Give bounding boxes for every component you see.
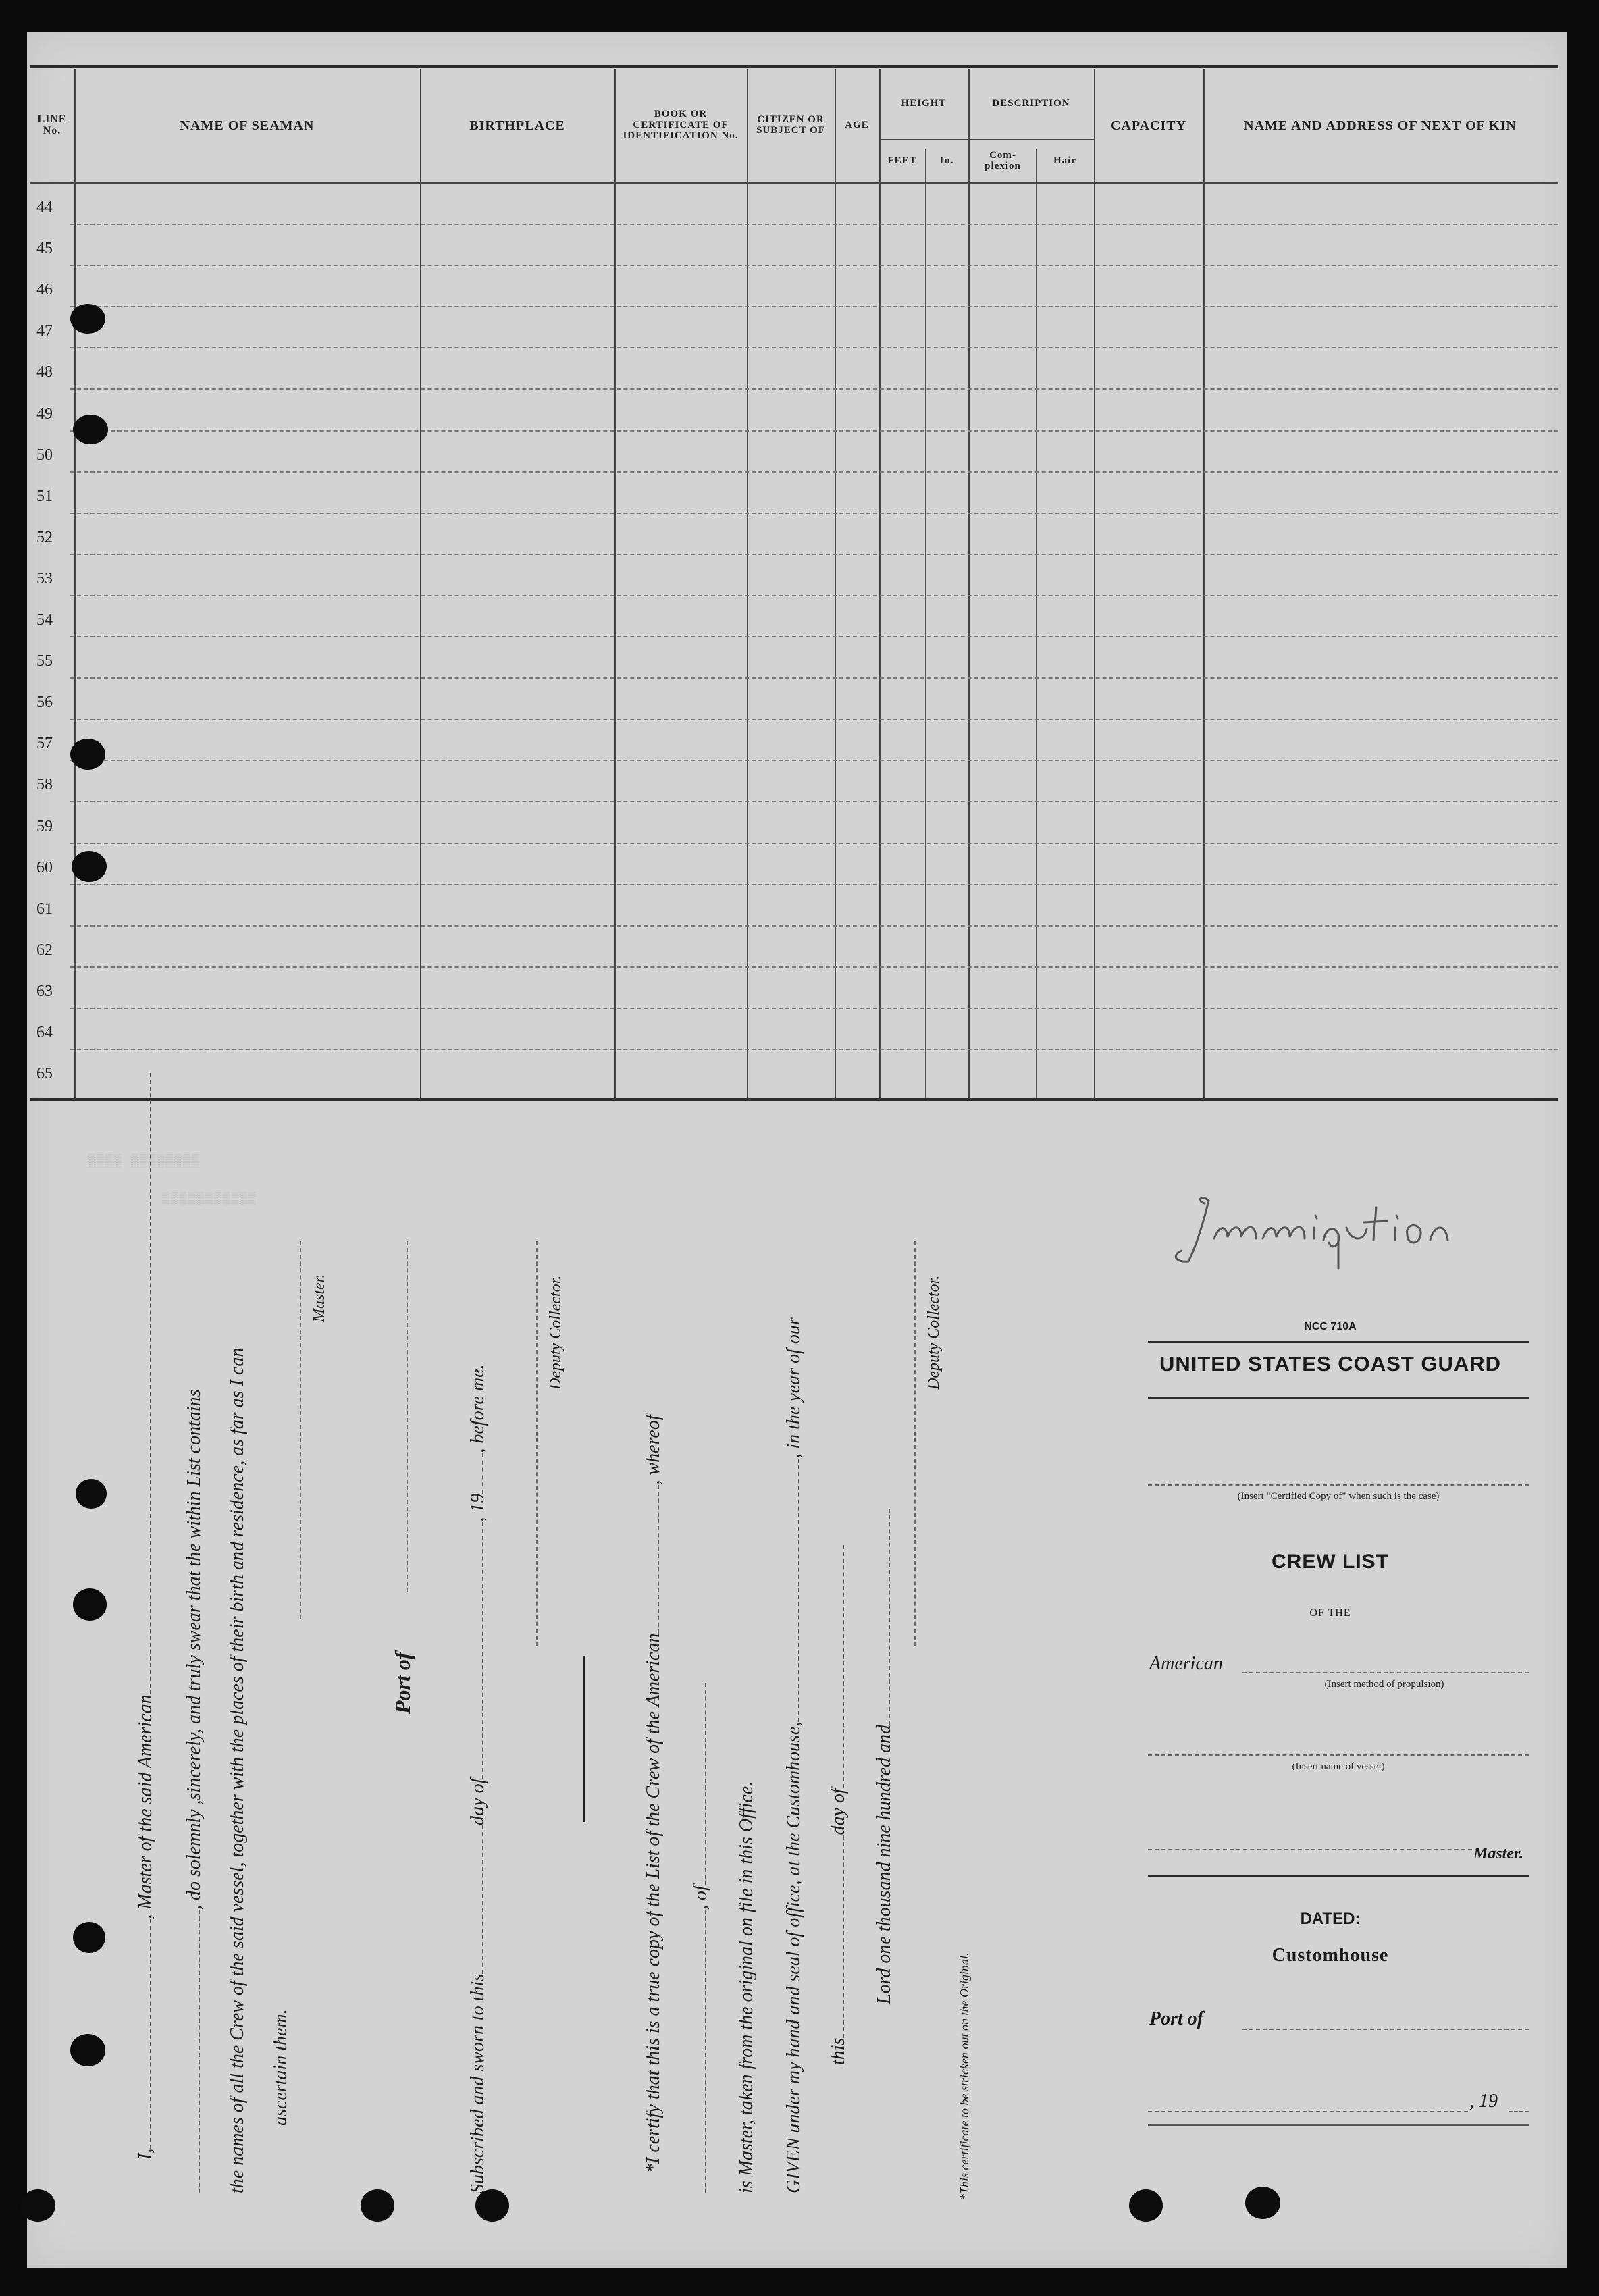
- certificate-footnote: *This certificate to be stricken out on the Original.: [958, 1952, 971, 2200]
- form-number: NCC 710A: [1304, 1321, 1357, 1332]
- line-number: 54: [36, 611, 53, 629]
- bleed-through-text: ▒▒▒▒▒▒▒▒▒▒▒: [162, 1193, 257, 1206]
- table-row: [30, 679, 1558, 720]
- oath-line-3: the names of all the Crew of the said vessel, together with the places of their birth and residence, as far as I can: [227, 1347, 248, 2193]
- master-name-field: [1148, 1849, 1479, 1850]
- table-row: [30, 927, 1558, 968]
- cover-rule: [1148, 1341, 1529, 1343]
- line-number: 64: [36, 1024, 53, 1041]
- line-number: 48: [36, 363, 53, 382]
- table-row: [30, 184, 1558, 225]
- table-top-rule: [30, 65, 1558, 68]
- crew-table: [30, 65, 1558, 1099]
- header-next-of-kin: NAME AND ADDRESS OF NEXT OF KIN: [1244, 118, 1517, 133]
- master-label: Master.: [311, 1274, 328, 1322]
- punch-hole: [70, 304, 105, 334]
- table-row: [30, 555, 1558, 596]
- crew-list-title: CREW LIST: [1272, 1550, 1389, 1573]
- line-number: 59: [36, 817, 53, 835]
- cover-master-label: Master.: [1473, 1845, 1524, 1862]
- table-row: [30, 720, 1558, 761]
- table-row: [30, 348, 1558, 390]
- header-birthplace: BIRTHPLACE: [469, 118, 565, 133]
- table-row: [30, 1009, 1558, 1050]
- subscribed-line: Subscribed and sworn to thisday of, 19, before me.: [467, 1364, 488, 2193]
- certificate-divider: [583, 1656, 585, 1822]
- bleed-through-text: ▒▒▒▒ ▒▒▒▒▒▒▒▒: [88, 1155, 201, 1168]
- immigration-signature-mark: [1161, 1180, 1540, 1275]
- deputy-collector-line-2: [914, 1241, 916, 1646]
- master-signature-line: [300, 1241, 301, 1619]
- cover-year-field: [1509, 2111, 1529, 2112]
- header-line-no: LINE No.: [37, 113, 67, 136]
- header-hair: Hair: [1053, 155, 1076, 167]
- oath-line-2: , do solemnly ,sincerely, and truly swear that the within List contains: [184, 1390, 205, 2193]
- certified-copy-field: [1148, 1484, 1529, 1486]
- table-row: [30, 761, 1558, 802]
- given-line: GIVEN under my hand and seal of office, at the Customhouse,, in the year of our: [783, 1317, 804, 2193]
- line-number: 55: [36, 652, 53, 671]
- header-citizen: CITIZEN OR SUBJECT OF: [756, 114, 825, 136]
- line-number: 51: [36, 487, 53, 505]
- of-the-label: OF THE: [1309, 1607, 1351, 1619]
- line-number: 49: [36, 405, 53, 423]
- header-feet: FEET: [887, 155, 917, 167]
- table-row: [30, 473, 1558, 514]
- deputy-collector-label-1: Deputy Collector.: [547, 1275, 565, 1390]
- port-of-label: Port of: [390, 1652, 415, 1714]
- table-row: [30, 803, 1558, 844]
- punch-hole: [73, 415, 108, 444]
- cover-port-of-label: Port of: [1149, 2008, 1204, 2029]
- vessel-name-field: [1148, 1754, 1529, 1756]
- table-row: [30, 885, 1558, 927]
- line-number: 60: [36, 858, 53, 877]
- line-number: 52: [36, 528, 53, 546]
- customhouse-label: Customhouse: [1272, 1945, 1389, 1966]
- lord-line: Lord one thousand nine hundred and: [874, 1509, 895, 2004]
- certify-line-3: is Master, taken from the original on file in this Office.: [736, 1781, 757, 2193]
- table-bottom-rule: [30, 1098, 1558, 1101]
- header-description: DESCRIPTION: [992, 98, 1070, 109]
- punch-hole: [76, 1479, 107, 1509]
- american-label: American: [1149, 1653, 1223, 1674]
- cover-rule: [1148, 2124, 1529, 2126]
- cover-panel: [1121, 1180, 1540, 2261]
- deputy-collector-line-1: [536, 1241, 538, 1646]
- oath-line-4: ascertain them.: [270, 2009, 291, 2126]
- header-complexion: Com- plexion: [985, 150, 1021, 172]
- propulsion-field: [1242, 1672, 1529, 1673]
- line-number: 47: [36, 322, 53, 340]
- line-number: 56: [36, 694, 53, 712]
- this-day-line: thisday of: [828, 1545, 849, 2065]
- crew-list-sheet: [27, 32, 1567, 2268]
- table-row: [30, 225, 1558, 266]
- table-row: [30, 390, 1558, 432]
- cover-port-field: [1242, 2029, 1529, 2030]
- cover-rule: [1148, 1875, 1529, 1877]
- cover-year-label: , 19: [1469, 2091, 1498, 2112]
- oath-line-1: I,, Master of the said American: [135, 1073, 157, 2160]
- insert-vessel-caption: (Insert name of vessel): [1292, 1761, 1385, 1772]
- line-number: 44: [36, 199, 53, 216]
- table-row: [30, 844, 1558, 885]
- header-book-certificate: BOOK OR CERTIFICATE OF IDENTIFICATION No.: [623, 109, 739, 141]
- header-height: HEIGHT: [901, 98, 947, 109]
- table-row: [30, 968, 1558, 1009]
- punch-hole: [72, 851, 107, 882]
- punch-hole: [20, 2189, 55, 2222]
- line-number: 53: [36, 569, 53, 588]
- punch-hole: [73, 1922, 105, 1953]
- table-row: [30, 637, 1558, 679]
- insert-certified-caption: (Insert "Certified Copy of" when such is the case): [1237, 1491, 1440, 1502]
- table-row: [30, 307, 1558, 348]
- table-row: [30, 266, 1558, 307]
- table-row: [30, 432, 1558, 473]
- punch-hole: [73, 1588, 107, 1621]
- certify-line-2: , of: [690, 1683, 712, 2193]
- line-number: 50: [36, 446, 53, 464]
- line-number: 58: [36, 776, 53, 794]
- agency-name: UNITED STATES COAST GUARD: [1159, 1352, 1502, 1376]
- deputy-collector-label-2: Deputy Collector.: [925, 1275, 943, 1390]
- line-number: 57: [36, 735, 53, 753]
- line-number: 46: [36, 281, 53, 299]
- header-capacity: CAPACITY: [1110, 118, 1187, 133]
- line-number: 45: [36, 240, 53, 258]
- line-number: 65: [36, 1065, 53, 1083]
- table-row: [30, 514, 1558, 555]
- certify-line-1: *I certify that this is a true copy of the List of the Crew of the American, whereof: [643, 1415, 664, 2173]
- table-row: [30, 596, 1558, 637]
- punch-hole: [70, 739, 105, 770]
- punch-hole: [361, 2189, 394, 2222]
- port-of-line: [407, 1241, 408, 1592]
- header-age: AGE: [845, 120, 869, 131]
- header-inches: In.: [939, 155, 954, 167]
- insert-propulsion-caption: (Insert method of propulsion): [1324, 1679, 1444, 1690]
- punch-hole: [70, 2034, 105, 2066]
- line-number: 61: [36, 899, 53, 918]
- table-row: [30, 1050, 1558, 1091]
- line-number: 62: [36, 941, 53, 959]
- header-name-of-seaman: NAME OF SEAMAN: [180, 118, 315, 133]
- dated-label: DATED:: [1300, 1910, 1361, 1928]
- cover-rule: [1148, 1397, 1529, 1399]
- punch-hole: [475, 2189, 509, 2222]
- cover-date-field: [1148, 2111, 1468, 2112]
- line-number: 63: [36, 982, 53, 1000]
